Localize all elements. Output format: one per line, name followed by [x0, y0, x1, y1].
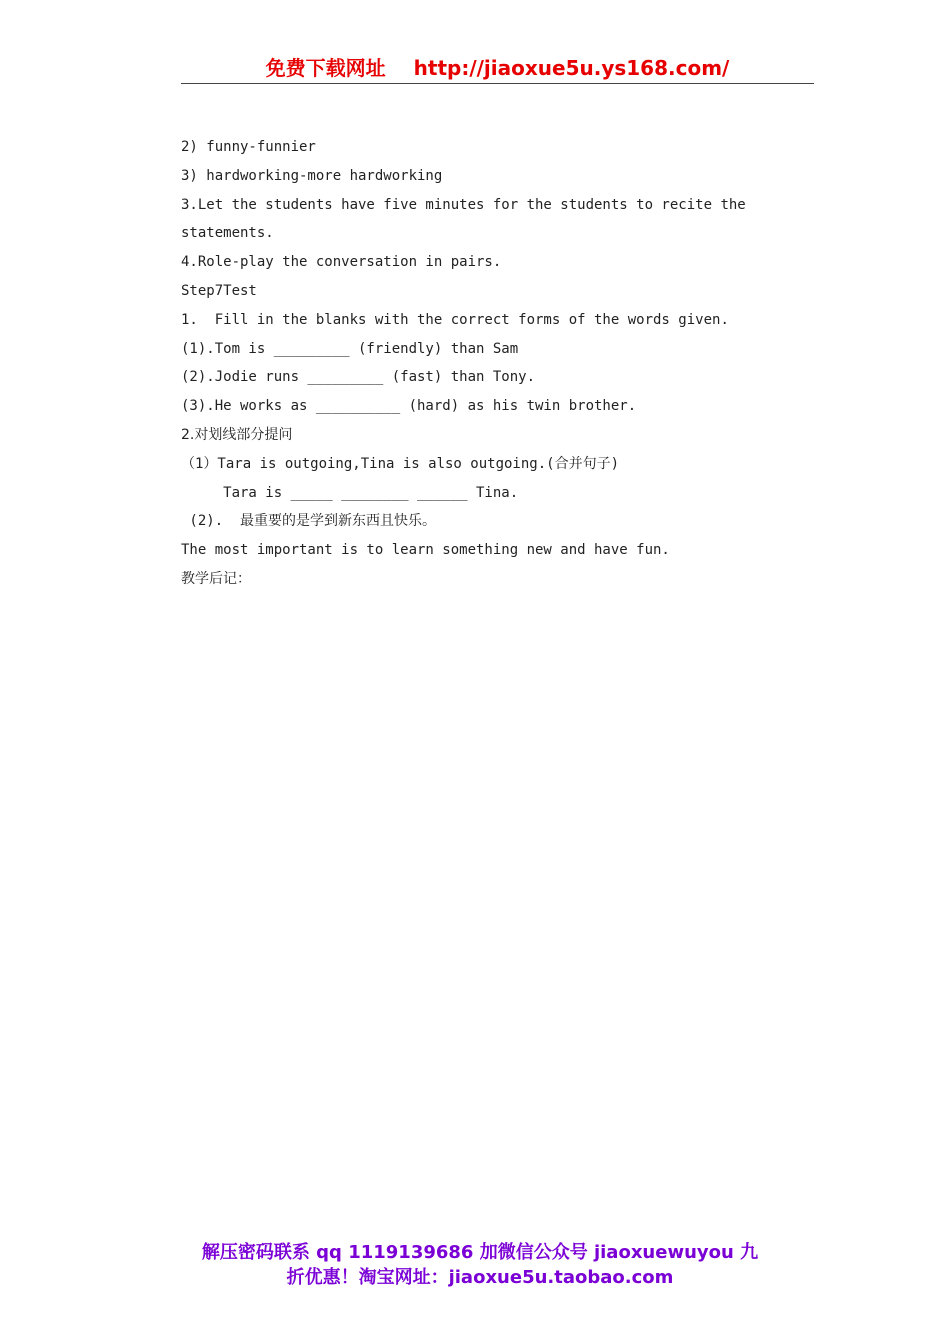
text-line: 3.Let the students have five minutes for the students to recite the — [181, 196, 746, 213]
page-footer — [160, 1240, 800, 1290]
document-body — [181, 133, 761, 594]
text-line: 教学后记： — [181, 570, 251, 587]
text-line: 2) funny-funnier — [181, 139, 316, 155]
exercise-item: Tara is _____ ________ ______ Tina. — [181, 484, 519, 501]
text-line: 4.Role-play the conversation in pairs. — [181, 254, 502, 271]
header-url[interactable]: http://jiaoxue5u.ys168.com/ — [413, 56, 730, 80]
text-line: 2.对划线部分提问 — [181, 426, 293, 443]
text-line: 1. Fill in the blanks with the correct forms of the words given. — [181, 311, 729, 328]
section-heading: Step7Test — [181, 282, 257, 299]
text-line: statements. — [181, 225, 274, 242]
footer-line-2: 折优惠！淘宝网址：jiaoxue5u.taobao.com — [286, 1267, 674, 1288]
exercise-item: (2). 最重要的是学到新东西且快乐。 — [181, 513, 437, 530]
exercise-item: (1).Tom is _________ (friendly) than Sam — [181, 340, 519, 357]
exercise-item: （1）Tara is outgoing,Tina is also outgoing.(合并句子) — [181, 455, 620, 472]
header-title: 免费下载网址 — [265, 56, 386, 80]
page-header — [181, 55, 814, 84]
text-line: The most important is to learn something new and have fun. — [181, 542, 670, 559]
exercise-item: (2).Jodie runs _________ (fast) than Tony. — [181, 369, 536, 386]
footer-line-1: 解压密码联系 qq 1119139686 加微信公众号 jiaoxuewuyou 九 — [201, 1242, 759, 1263]
text-line: 3) hardworking-more hardworking — [181, 167, 443, 184]
exercise-item: (3).He works as __________ (hard) as his twin brother. — [181, 398, 637, 415]
